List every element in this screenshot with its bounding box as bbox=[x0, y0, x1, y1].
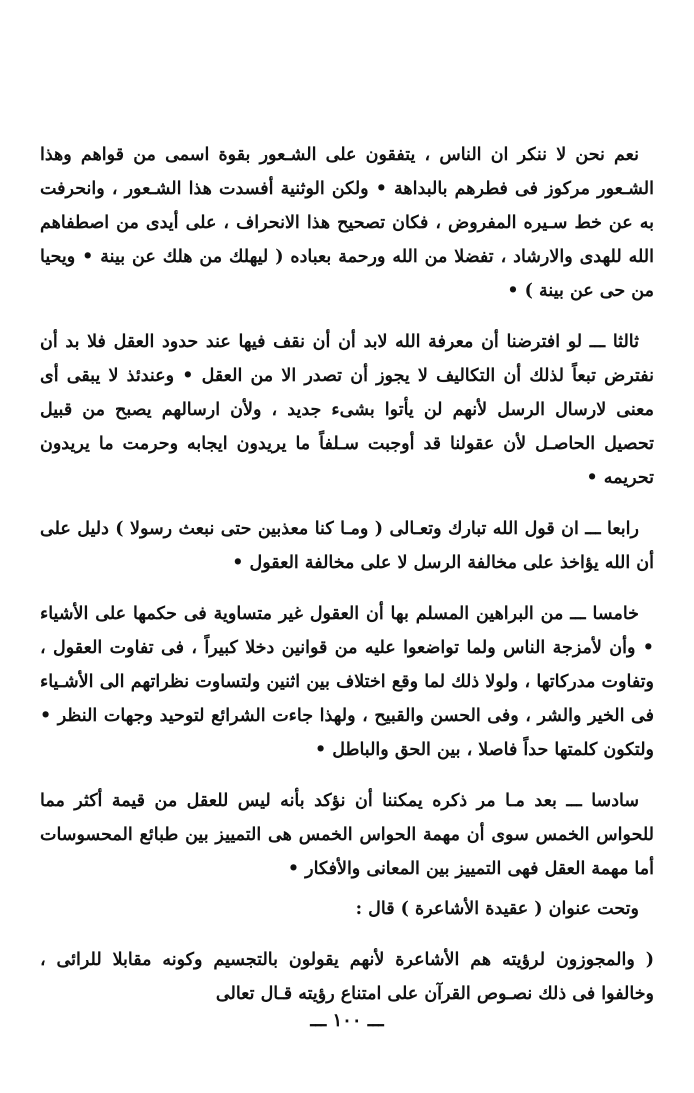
body-text bbox=[40, 138, 654, 1028]
paragraph-sixth-point: سادسا ـــ بعد مـا مر ذكره يمكننا أن نؤكد بأنه ليس للعقل من قيمة أكثر مما للحواس الخمس سوى أن مهمة الحواس الخمس هى التمييز بين طبائع المحسوسات أما مهمة العقل فهى التمييز بين المعانى والأفكار • bbox=[40, 791, 654, 879]
paragraph-quote: ( والمجوزون لرؤيته هم الأشاعرة لأنهم يقولون بالتجسيم وكونه مقابلا للرائى ، وخالفوا فى ذلك نصـوص القرآن على امتناع رؤيته قـال تعالى bbox=[40, 950, 654, 1004]
paragraph-intro: نعم نحن لا ننكر ان الناس ، يتفقون على الشـعور بقوة اسمى من قواهم وهذا الشـعور مركوز فى فطرهم بالبداهة • ولكن الوثنية أفسدت هذا الشـعور ، وانحرفت به عن خط سـيره المفروض ، فكان تصحيح هذا الانحراف ، على أيدى من اصطفاهم الله للهدى والارشاد ، تفضلا من الله ورحمة بعباده ( ليهلك من هلك عن بينة • ويحيا من حى عن بينة ) • bbox=[40, 145, 654, 301]
page-number: ـــ ١٠٠ ـــ bbox=[310, 1010, 384, 1031]
paragraph-fifth-point: خامسا ـــ من البراهين المسلم بها أن العقول غير متساوية فى حكمها على الأشياء • وأن لأمزجة الناس ولما تواضعوا عليه من قوانين دخلا كبيراً ، فى تفاوت العقول ، وتفاوت مدركاتها ، ولولا ذلك لما وقع اختلاف بين اثنين ولتساوت نظراتهم الى الأشـياء فى الخير والشر ، وفى الحسن والقبيح ، ولهذا جاءت الشرائع لتوحيد وجهات النظر • ولتكون كلمتها حداً فاصلا ، بين الحق والباطل • bbox=[40, 604, 654, 760]
paragraph-heading-intro: وتحت عنوان ( عقيدة الأشاعرة ) قال : bbox=[355, 899, 639, 919]
paragraph-third-point: ثالثا ـــ لو افترضنا أن معرفة الله لابد أن أن نقف فيها عند حدود العقل فلا بد أن نفترض تبعاً لذلك أن التكاليف لا يجوز أن تصدر الا من العقل • وعندئذ لا يبقى أى معنى لارسال الرسل لأنهم لن يأتوا بشىء جديد ، ولأن ارسالهم يصبح من قبيل تحصيل الحاصـل لأن عقولنا قد أوجبت سـلفاً ما يريدون ايجابه وحرمت ما يريدون تحريمه • bbox=[40, 332, 654, 488]
paragraph-fourth-point: رابعا ـــ ان قول الله تبارك وتعـالى ( ومـا كنا معذبين حتى نبعث رسولا ) دليل على أن الله يؤاخذ على مخالفة الرسل لا على مخالفة العقول • bbox=[40, 519, 654, 573]
